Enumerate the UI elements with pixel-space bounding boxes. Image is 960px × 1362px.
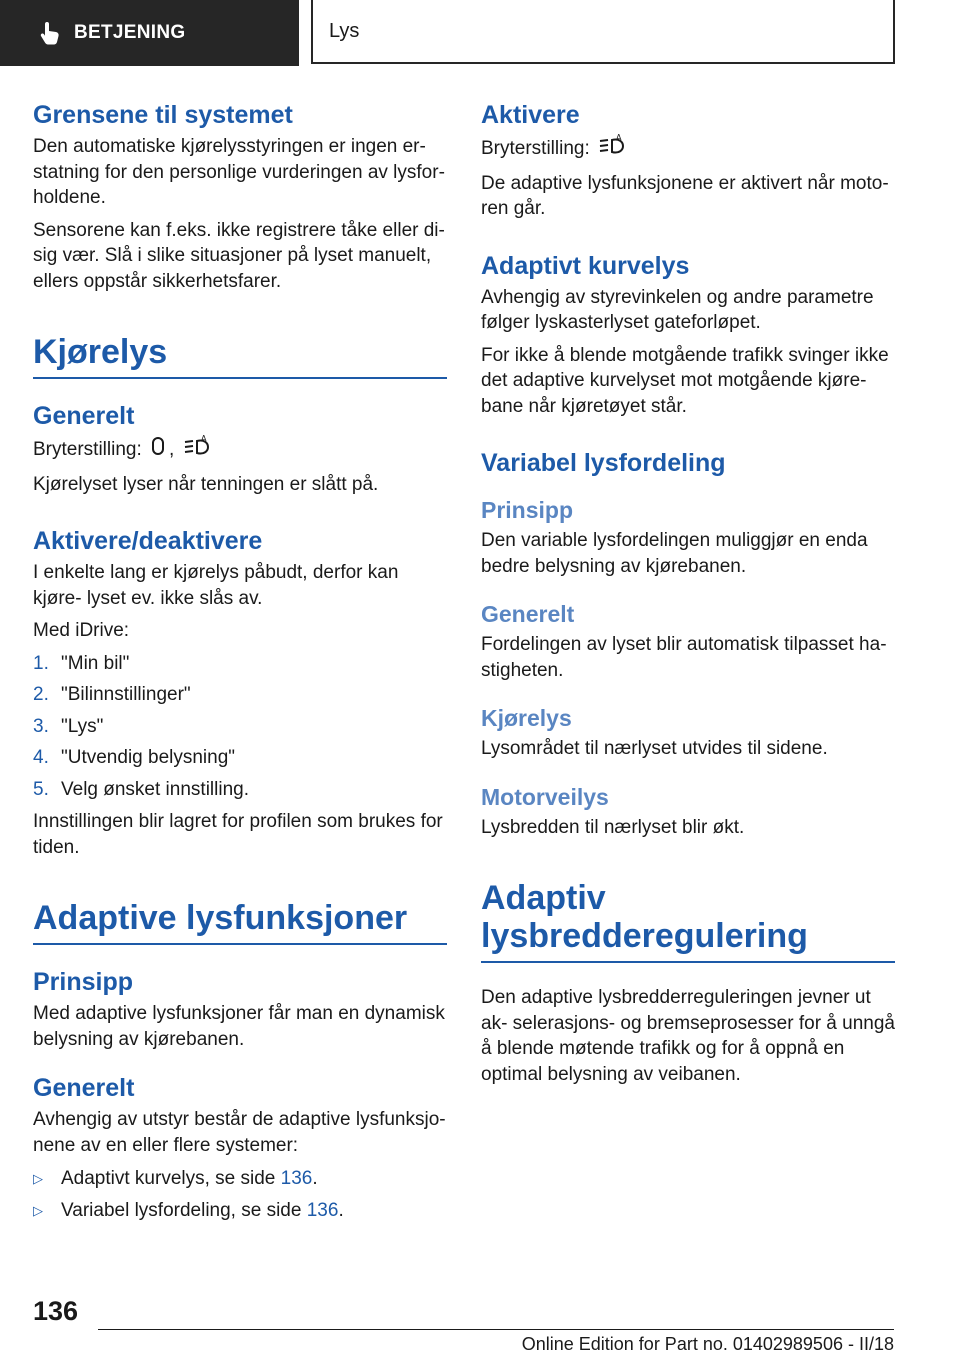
range-control-title-line-1: Adaptiv: [481, 879, 606, 917]
list-item: ▷ Variabel lysfordeling, se side 136.: [33, 1198, 447, 1224]
page-link[interactable]: 136: [306, 1199, 339, 1221]
systems-list: [33, 1166, 447, 1223]
variable-distribution-heading: Variabel lysfordeling: [481, 449, 726, 477]
activate-paragraph: De adaptive lysfunksjonene er aktivert når moto- ren går.: [481, 172, 889, 219]
list-item: ▷ Adaptivt kurvelys, se side 136.: [33, 1166, 447, 1192]
principle-subheading: Prinsipp: [481, 497, 574, 523]
limits-heading: Grensene til systemet: [33, 101, 293, 129]
svg-text:A: A: [200, 435, 207, 443]
activate-paragraph-1: I enkelte lang er kjørelys påbudt, derfor kan kjøre- lyset ev. ikke slås av.: [33, 562, 399, 609]
switch-separator: ,: [169, 438, 175, 460]
triangle-bullet-icon: ▷: [33, 1171, 43, 1186]
running-subheading: Kjørelys: [481, 705, 572, 731]
activate-paragraph-3: Innstillingen blir lagret for profilen som brukes for tiden.: [33, 811, 443, 858]
switch-position-label: Bryterstilling:: [481, 137, 590, 159]
motorway-paragraph: Lysbredden til nærlyset blir økt.: [481, 816, 745, 838]
running-paragraph: Lysområdet til nærlyset utvides til sidene.: [481, 738, 828, 759]
limits-paragraph-2: Sensorene kan f.eks. ikke registrere tåke eller di- sig vær. Slå i slike situasjoner på lyset manuelt, ellers oppstår sikkerhetsfarer.: [33, 219, 445, 292]
adaptive-curve-heading: Adaptivt kurvelys: [481, 251, 690, 280]
left-column: [33, 100, 447, 1229]
activate-paragraph-2: Med iDrive:: [33, 620, 130, 641]
activate-deactivate-heading: Aktivere/deaktivere: [33, 527, 263, 555]
page-link[interactable]: 136: [280, 1168, 313, 1189]
triangle-bullet-icon: ▷: [33, 1202, 43, 1218]
list-item: 3. "Lys": [33, 715, 104, 737]
page-header: [0, 0, 960, 66]
range-control-title-block: [481, 879, 895, 963]
principle-heading: Prinsipp: [33, 968, 134, 996]
principle-paragraph: Med adaptive lysfunksjoner får man en dynamisk belysning av kjørebanen.: [33, 1003, 445, 1050]
curve-paragraph-1: Avhengig av styrevinkelen og andre parametre følger lyskasterlyset gateforløpet.: [481, 286, 874, 333]
idrive-steps-list: [33, 651, 447, 803]
list-item: 4. "Utvendig belysning": [33, 747, 236, 768]
range-control-paragraph: Den adaptive lysbredderreguleringen jevner ut ak- selerasjons- og bremseprosesser for å unngå å blende møtende trafikk og for å oppnå en optimal belysning av veibanen.: [481, 987, 895, 1085]
chapter-tab: [311, 0, 895, 64]
svg-text:A: A: [616, 134, 622, 142]
general2-heading: Generelt: [33, 1074, 135, 1102]
section-label: BETJENING: [74, 22, 186, 43]
running-lights-title-block: [33, 333, 447, 379]
switch-position-0-icon: [151, 436, 165, 464]
automatic-headlight-icon: [184, 435, 210, 465]
switch-position-line: [33, 435, 447, 465]
adaptive-functions-title: Adaptive lysfunksjoner: [33, 899, 408, 937]
switch-position-label: Bryterstilling:: [33, 438, 142, 460]
switch-position-line: [481, 134, 895, 164]
list-item: 2. "Bilinnstillinger": [33, 684, 191, 705]
range-control-title-line-2: lysbredderegulering: [481, 917, 808, 955]
general-subheading: Generelt: [481, 601, 575, 627]
edition-footer: Online Edition for Part no. 01402989506 - II/18: [521, 1334, 894, 1354]
chapter-label: Lys: [329, 19, 360, 42]
list-item: 1. "Min bil": [33, 652, 130, 674]
curve-paragraph-2: For ikke å blende motgående trafikk svinger ikke det adaptive kurvelyset mot motgående kjøre- bane når kjøretøyet står.: [481, 344, 889, 417]
list-item: 5. Velg ønsket innstilling.: [33, 778, 249, 800]
hand-pointer-icon: [38, 20, 62, 46]
footer-divider: [98, 1329, 894, 1330]
general-paragraph: Fordelingen av lyset blir automatisk tilpasset ha- stigheten.: [481, 634, 887, 681]
limits-paragraph-1: Den automatiske kjørelysstyringen er ingen er- statning for den personlige vurderingen av lysfor- holdene.: [33, 136, 445, 208]
section-tab: [0, 0, 299, 66]
general-paragraph: Kjørelyset lyser når tenningen er slått på.: [33, 473, 379, 495]
principle-paragraph: Den variable lysfordelingen muliggjør en enda bedre belysning av kjørebanen.: [481, 530, 868, 577]
automatic-headlight-icon: [599, 134, 625, 164]
adaptive-functions-title-block: [33, 899, 447, 945]
right-column: [481, 100, 895, 1094]
running-lights-title: Kjørelys: [33, 333, 168, 371]
activate-heading: Aktivere: [481, 101, 580, 129]
general2-paragraph: Avhengig av utstyr består de adaptive lysfunksjo- nene av en eller flere systemer:: [33, 1109, 446, 1156]
motorway-subheading: Motorveilys: [481, 783, 609, 810]
page-number: 136: [33, 1296, 79, 1326]
general-heading: Generelt: [33, 402, 135, 430]
